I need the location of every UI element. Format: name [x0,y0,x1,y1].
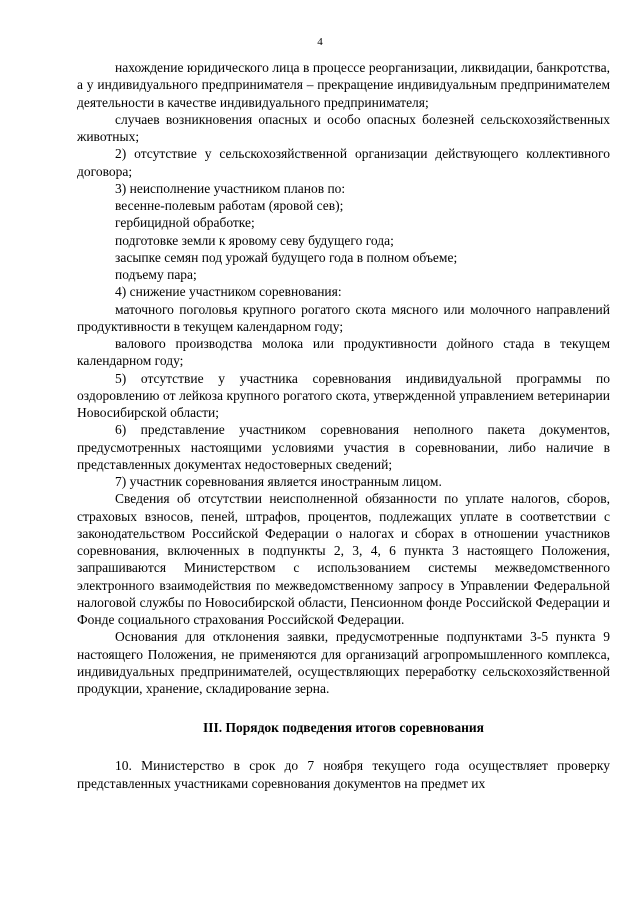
spacer [77,697,610,719]
paragraph-item-6: 6) представление участником соревнования неполного пакета документов, предусмотренных настоящими условиями участия в соревновании, либо наличие в представленных документах недостоверных сведений; [77,422,610,472]
spacer [77,737,610,757]
paragraph-tax-info: Сведения об отсутствии неисполненной обязанности по уплате налогов, сборов, страховых взносов, пеней, штрафов, процентов, подлежащих уплате в соответствии с законодательством Российской Федерации о налогах и сборах в отношении участников соревнования, включенных в подпункты 2, 3, 4, 6 пункта 3 настоящего Положения, запрашиваются Министерством с использованием системы межведомственного электронного взаимодействия по межведомственному запросу в Управлении Федеральной налоговой службы по Новосибирской области, Пенсионном фонде Российской Федерации и Фонде социального страхования Российской Федерации. [77,491,610,627]
paragraph-spring-sowing: весенне-полевым работам (яровой сев); [115,198,344,213]
section-heading: III. Порядок подведения итогов соревнования [203,720,484,736]
paragraph-seed-filling: засыпке семян под урожай будущего года в полном объеме; [115,249,458,265]
paragraph-herbicide: гербицидной обработке; [115,215,255,231]
paragraph-item-10: 10. Министерство в срок до 7 ноября текущего года осуществляет проверку представленных участниками соревнования документов на предмет их [77,758,610,791]
paragraph-animal-diseases: случаев возникновения опасных и особо опасных болезней сельскохозяйственных животных; [77,111,610,144]
page-number: 4 [317,36,323,48]
paragraph-breeding-stock: маточного поголовья крупного рогатого скота мясного или молочного направлений продуктивности в текущем календарном году; [77,301,610,334]
paragraph-item-5: 5) отсутствие у участника соревнования индивидуальной программы по оздоровлению от лейкоза крупного рогатого скота, утвержденной управлением ветеринарии Новосибирской области; [77,370,610,420]
paragraph-item-2: 2) отсутствие у сельскохозяйственной организации действующего коллективного договора; [77,146,610,179]
paragraph-item-4: 4) снижение участником соревнования: [115,284,342,300]
paragraph-item-3: 3) неисполнение участником планов по: [115,180,346,196]
paragraph-land-preparation: подготовке земли к яровому севу будущего года; [115,232,394,248]
paragraph-fallow: подъему пара; [115,267,197,282]
paragraph-liquidation: нахождение юридического лица в процессе реорганизации, ликвидации, банкротства, а у индивидуального предпринимателя – прекращение индивидуальным предпринимателем деятельности в качестве индивидуального предпринимателя; [77,60,610,110]
paragraph-milk-production: валового производства молока или продуктивности дойного стада в текущем календарном году; [77,336,610,369]
paragraph-item-7: 7) участник соревнования является иностранным лицом. [115,474,442,489]
paragraph-rejection-grounds: Основания для отклонения заявки, предусмотренные подпунктами 3-5 пункта 9 настоящего Положения, не применяются для организаций агропромышленного комплекса, индивидуальных предпринимателей, осуществляющих переработку сельскохозяйственной продукции, хранение, складирование зерна. [77,629,610,696]
document-body [77,59,610,792]
